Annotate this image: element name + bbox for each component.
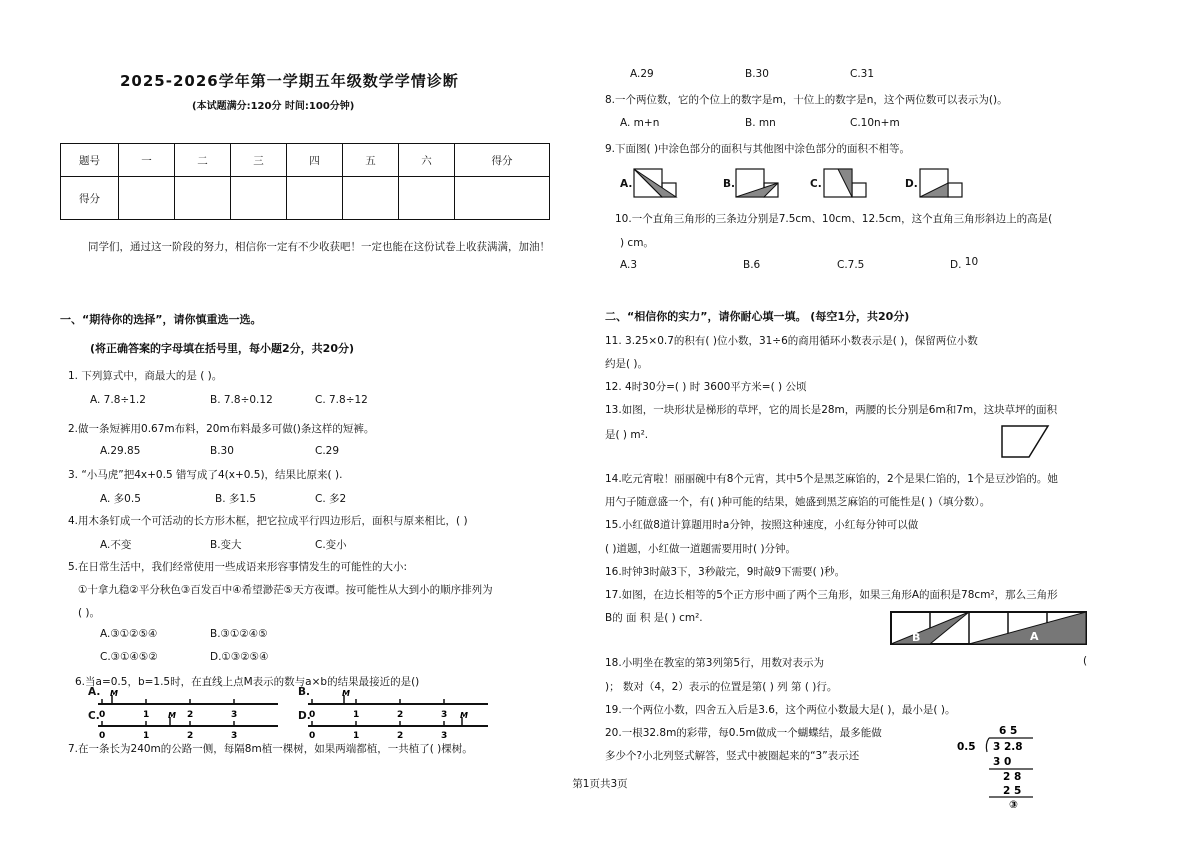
q18-line2: )； 数对（4，2）表示的位置是第( ) 列 第 ( )行。 [605,681,838,693]
score-cell: 二 [175,144,231,177]
section1-title: 一、“期待你的选择”，请你慎重选一选。 [60,313,262,326]
svg-text:M: M [342,690,350,698]
svg-text:1: 1 [353,710,360,720]
score-cell: 得分 [61,177,119,220]
q9-figure-d [919,168,974,200]
section1-note: (将正确答案的字母填在括号里，每小题2分，共20分) [90,342,355,355]
score-cell: 题号 [61,144,119,177]
svg-text:2: 2 [187,731,194,741]
svg-text:1: 1 [143,731,150,741]
q6-point-m: M [110,690,118,698]
page-footer: 第1页共3页 [572,778,628,790]
q14-line2: 用勺子随意盛一个，有( )种可能的结果，她盛到黑芝麻馅的可能性是( )（填分数）。 [605,496,991,508]
triangle-b-label: B [912,631,921,644]
score-table-header-row [61,144,550,177]
q9-text: 9.下面图( )中涂色部分的面积与其他图中涂色部分的面积不相等。 [605,143,911,155]
q13-trapezoid [1001,425,1051,459]
q14-text: 14.吃元宵啦！丽丽碗中有8个元宵，其中5个是黑芝麻馅的，2个是果仁馅的，1个是豆沙馅的。她 [605,473,1058,485]
svg-text:3: 3 [231,731,238,741]
q9-option-b[interactable]: B. [723,178,735,190]
q6-text: 6.当a=0.5，b=1.5时，在直线上点M表示的数与a×b的结果最接近的是() [75,676,420,688]
q20-line2: 多少个?小北列竖式解答，竖式中被圈起来的“3”表示还 [605,750,860,762]
q2-option-a[interactable]: A.29.85 [100,445,141,457]
division-step-2: 2 8 [1003,771,1022,783]
score-input-cell[interactable] [287,177,343,220]
q9-option-a[interactable]: A. [620,178,633,190]
exam-title: 2025-2026学年第一学期五年级数学学情诊断 [120,72,459,90]
score-cell: 六 [399,144,455,177]
q7-option-b[interactable]: B.30 [745,68,769,80]
svg-text:0: 0 [309,731,316,741]
svg-text:0: 0 [309,710,316,720]
score-input-cell[interactable] [231,177,287,220]
q16-text: 16.时钟3时敲3下，3秒敲完，9时敲9下需要( )秒。 [605,566,846,578]
q5-option-a[interactable]: A.③①②⑤④ [100,628,158,640]
q5-text: 5.在日常生活中，我们经常使用一些成语来形容事情发生的可能性的大小: [68,561,408,573]
svg-text:2: 2 [397,731,404,741]
q8-option-c[interactable]: C.10n+m [850,117,900,129]
q9-option-d[interactable]: D. [905,178,918,190]
q8-option-a[interactable]: A. m+n [620,117,660,129]
q5-line2: ①十拿九稳②平分秋色③百发百中④希望渺茫⑤天方夜谭。按可能性从大到小的顺序排列为 [78,584,493,596]
division-remainder: ③ [1009,799,1018,810]
q10-option-b[interactable]: B.6 [743,259,761,271]
score-cell: 四 [287,144,343,177]
q7-option-c[interactable]: C.31 [850,68,875,80]
score-input-cell[interactable] [455,177,550,220]
svg-text:3: 3 [441,731,448,741]
svg-text:2: 2 [187,710,194,720]
q1-option-b[interactable]: B. 7.8÷0.12 [210,394,273,406]
score-cell: 三 [231,144,287,177]
score-input-cell[interactable] [175,177,231,220]
q2-option-b[interactable]: B.30 [210,445,234,457]
svg-text:3: 3 [231,710,238,720]
q8-option-b[interactable]: B. mn [745,117,776,129]
q19-text: 19.一个两位小数，四舍五入后是3.6，这个两位小数最大是( )，最小是( )。 [605,704,956,716]
q18-paren: ( [1083,655,1088,667]
q10-text: 10.一个直角三角形的三条边分别是7.5cm、10cm、12.5cm，这个直角三角形斜边上的高是( [615,213,1053,225]
q17-squares-figure [890,610,1090,646]
division-quotient: 6 5 [999,725,1018,737]
q9-figure-a [633,168,688,200]
q10-line2: ) cm。 [620,237,654,249]
q6-option-b[interactable]: B. [298,686,310,698]
exam-subtitle: (本试题满分:120分 时间:100分钟) [192,101,355,112]
division-step-3: 2 5 [1003,785,1022,797]
q5-option-b[interactable]: B.③①②④⑤ [210,628,268,640]
greeting: 同学们，通过这一阶段的努力，相信你一定有不少收获吧！一定也能在这份试卷上收获满满，加油！ [88,241,550,253]
q4-option-a[interactable]: A.不变 [100,539,132,551]
q10-option-a[interactable]: A.3 [620,259,638,271]
q10-option-d[interactable]: D. 10 [950,256,979,271]
division-dividend: 3 2.8 [993,741,1023,753]
q6-option-a[interactable]: A. [88,686,101,698]
q7-option-a[interactable]: A.29 [630,68,654,80]
q18-text: 18.小明坐在教室的第3列第5行，用数对表示为 [605,657,825,669]
division-divisor: 0.5 [957,741,976,753]
q13-text: 13.如图，一块形状是梯形的草坪，它的周长是28m，两腰的长分别是6m和7m，这块草坪的面积 [605,404,1058,416]
score-table-score-row [61,177,550,220]
svg-text:M: M [460,712,468,720]
division-step-1: 3 0 [993,756,1012,768]
q1-text: 1. 下列算式中，商最大的是 ( )。 [68,370,223,382]
q6-option-d[interactable]: D. [298,710,311,722]
q7-text: 7.在一条长为240m的公路一侧，每隔8m植一棵树，如果两端都植，一共植了( )棵树。 [68,743,473,755]
score-cell: 得分 [455,144,550,177]
q1-option-c[interactable]: C. 7.8÷12 [315,394,368,406]
svg-text:0: 0 [99,710,106,720]
svg-text:2: 2 [397,710,404,720]
q12-text: 12. 4时30分=( ) 时 3600平方米=( ) 公顷 [605,381,807,393]
q6-number-line-c [88,712,288,742]
svg-text:3: 3 [441,710,448,720]
q1-option-a[interactable]: A. 7.8÷1.2 [90,394,146,406]
score-table [60,143,550,220]
svg-text:M: M [168,712,176,720]
svg-text:1: 1 [353,731,360,741]
q5-option-c[interactable]: C.③①④⑤② [100,651,158,663]
q10-option-c[interactable]: C.7.5 [837,259,865,271]
q2-text: 2.做一条短裤用0.67m布料，20m布料最多可做()条这样的短裤。 [68,423,375,435]
q15-text: 15.小红做8道计算题用时a分钟，按照这种速度，小红每分钟可以做 [605,519,919,531]
q3-option-b[interactable]: B. 多1.5 [215,493,257,505]
score-cell: 一 [119,144,175,177]
q9-figure-b [735,168,790,200]
q11-text: 11. 3.25×0.7的积有( )位小数，31÷6的商用循环小数表示是( )，保留两位小数 [605,335,978,347]
q5-line3: ( )。 [78,607,101,619]
q17-line2: B的 面 积 是( ) cm². [605,612,703,624]
score-input-cell[interactable] [343,177,399,220]
svg-text:0: 0 [99,731,106,741]
q17-text: 17.如图，在边长相等的5个正方形中画了两个三角形，如果三角形A的面积是78cm²，那么三角形 [605,589,1058,601]
q4-option-b[interactable]: B.变大 [210,539,242,551]
q6-option-c[interactable]: C. [88,710,100,722]
q20-text: 20.一根32.8m的彩带，每0.5m做成一个蝴蝶结，最多能做 [605,727,882,739]
q11-line2: 约是( )。 [605,358,649,370]
q8-text: 8.一个两位数，它的个位上的数字是m，十位上的数字是n，这个两位数可以表示为()。 [605,94,1008,106]
q15-line2: ( )道题，小红做一道题需要用时( )分钟。 [605,543,797,555]
q3-option-a[interactable]: A. 多0.5 [100,493,141,505]
score-cell: 五 [343,144,399,177]
triangle-a-label: A [1030,630,1039,643]
q3-option-c[interactable]: C. 多2 [315,493,347,505]
svg-text:1: 1 [143,710,150,720]
q20-long-division [953,720,1053,810]
score-input-cell[interactable] [119,177,175,220]
q4-text: 4.用木条钉成一个可活动的长方形木框，把它拉成平行四边形后，面积与原来相比，( ) [68,515,468,527]
score-input-cell[interactable] [399,177,455,220]
q6-number-line-d [298,712,498,742]
section2-title: 二、“相信你的实力”，请你耐心填一填。 (每空1分，共20分) [605,310,910,323]
q4-option-c[interactable]: C.变小 [315,539,347,551]
q5-option-d[interactable]: D.①③②⑤④ [210,651,269,663]
q13-line2: 是( ) m². [605,429,649,441]
q2-option-c[interactable]: C.29 [315,445,340,457]
q3-text: 3. “小马虎”把4x+0.5 错写成了4(x+0.5)，结果比原来( ). [68,469,343,481]
q9-figure-c [823,168,878,200]
q9-option-c[interactable]: C. [810,178,822,190]
